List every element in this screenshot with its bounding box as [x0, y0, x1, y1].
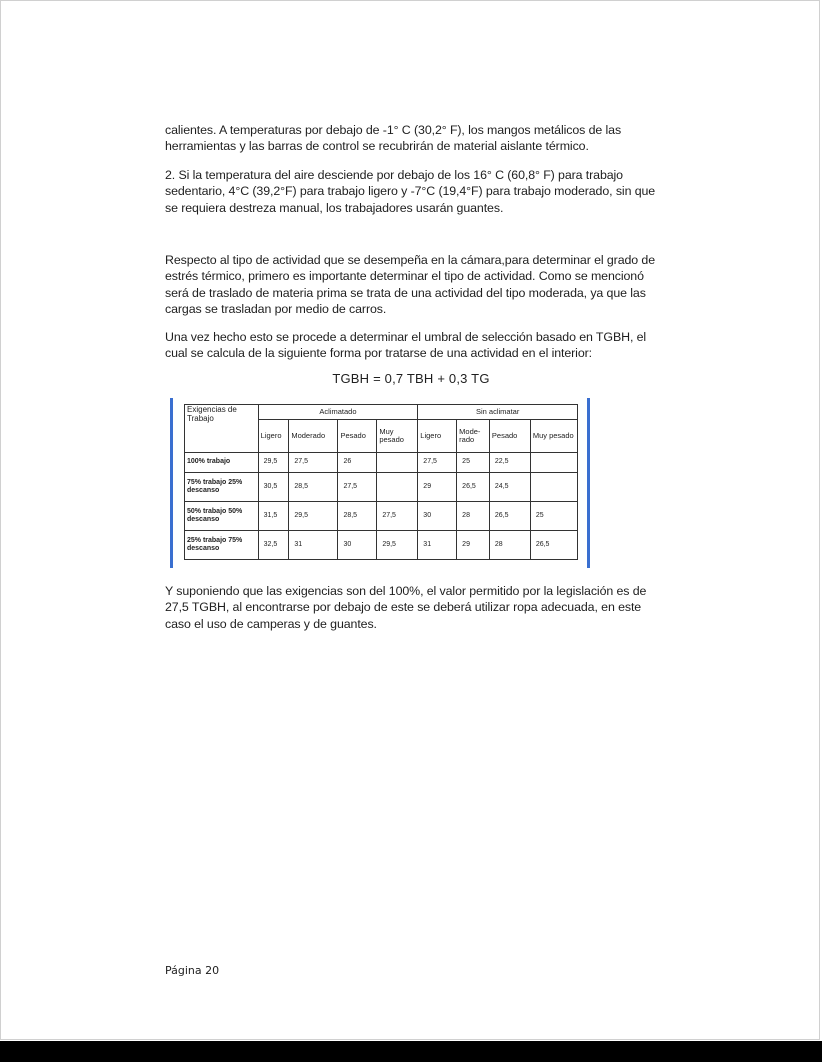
table-row [185, 453, 578, 473]
table-cell: 26 [338, 453, 377, 473]
table-cell: 25 [530, 502, 577, 531]
figure-left-border [170, 398, 173, 568]
table-cell: 31 [289, 531, 338, 560]
table-cell: 26,5 [489, 502, 530, 531]
table-cell: 27,5 [418, 453, 457, 473]
paragraph-gloves-temperature: 2. Si la temperatura del aire desciende por debajo de los 16° C (60,8° F) para trabajo sedentario, 4°C (39,2°F) para trabajo ligero y -7°C (19,4°F) para trabajo moderado, sin que se requiera destreza manual, los trabajadores usarán guantes. [165, 168, 656, 215]
tgbh-table-figure [170, 398, 592, 570]
table-cell: 27,5 [289, 453, 338, 473]
page-number: Página 20 [165, 964, 220, 977]
group-header-sin-aclimatar: Sin aclimatar [418, 405, 578, 420]
paragraph-threshold: Una vez hecho esto se procede a determinar el umbral de selección basado en TGBH, el cual se calcula de la siguiente forma por tratarse de una actividad en el interior: [165, 330, 647, 361]
column-header: Mode-rado [457, 420, 490, 453]
tgbh-threshold-table [184, 404, 578, 560]
table-cell: 32,5 [258, 531, 289, 560]
group-header-aclimatado: Aclimatado [258, 405, 418, 420]
paragraph-activity-type: Respecto al tipo de actividad que se desempeña en la cámara,para determinar el grado de estrés térmico, primero es importante determinar el tipo de actividad. Como se mencionó será de traslado de materia prima se trata de una actividad del tipo moderada, ya que las cargas se trasladan por medio de carros. [165, 253, 655, 316]
table-cell: 26,5 [457, 473, 490, 502]
table-cell: 27,5 [377, 502, 418, 531]
table-cell: 30 [418, 502, 457, 531]
column-header: Pesado [489, 420, 530, 453]
table-cell: 31 [418, 531, 457, 560]
row-label: 50% trabajo 50% descanso [185, 502, 259, 531]
table-cell: 29 [457, 531, 490, 560]
table-cell: 30 [338, 531, 377, 560]
table-corner-header: Exigencias de Trabajo [185, 405, 259, 453]
column-header: Moderado [289, 420, 338, 453]
column-header: Ligero [258, 420, 289, 453]
table-cell [377, 453, 418, 473]
tgbh-formula: TGBH = 0,7 TBH + 0,3 TG [332, 371, 490, 386]
table-cell: 25 [457, 453, 490, 473]
table-cell: 29,5 [377, 531, 418, 560]
table-cell: 29 [418, 473, 457, 502]
table-row [185, 531, 578, 560]
table-cell: 27,5 [338, 473, 377, 502]
table-cell: 28,5 [338, 502, 377, 531]
table-cell: 28,5 [289, 473, 338, 502]
table-cell: 28 [489, 531, 530, 560]
figure-right-border [587, 398, 590, 568]
row-label: 100% trabajo [185, 453, 259, 473]
paragraph-gloves-intro: calientes. A temperaturas por debajo de -1° C (30,2° F), los mangos metálicos de las herramientas y las barras de control se recubrirán de material aislante térmico. [165, 123, 622, 154]
row-label: 25% trabajo 75% descanso [185, 531, 259, 560]
row-label: 75% trabajo 25% descanso [185, 473, 259, 502]
column-header: Pesado [338, 420, 377, 453]
table-cell: 22,5 [489, 453, 530, 473]
table-row [185, 502, 578, 531]
table-cell [377, 473, 418, 502]
table-row [185, 473, 578, 502]
table-cell: 31,5 [258, 502, 289, 531]
table-cell: 29,5 [258, 453, 289, 473]
column-header: Muy pesado [530, 420, 577, 453]
table-cell [530, 473, 577, 502]
bottom-black-bar [0, 1041, 822, 1062]
table-cell [530, 453, 577, 473]
table-cell: 29,5 [289, 502, 338, 531]
table-cell: 28 [457, 502, 490, 531]
paragraph-conclusion: Y suponiendo que las exigencias son del 100%, el valor permitido por la legislación es de 27,5 TGBH, al encontrarse por debajo de este se deberá utilizar ropa adecuada, en este caso el uso de camperas y de guantes. [165, 584, 647, 631]
column-header: Muy pesado [377, 420, 418, 453]
table-cell: 26,5 [530, 531, 577, 560]
column-header: Ligero [418, 420, 457, 453]
table-cell: 30,5 [258, 473, 289, 502]
table-cell: 24,5 [489, 473, 530, 502]
